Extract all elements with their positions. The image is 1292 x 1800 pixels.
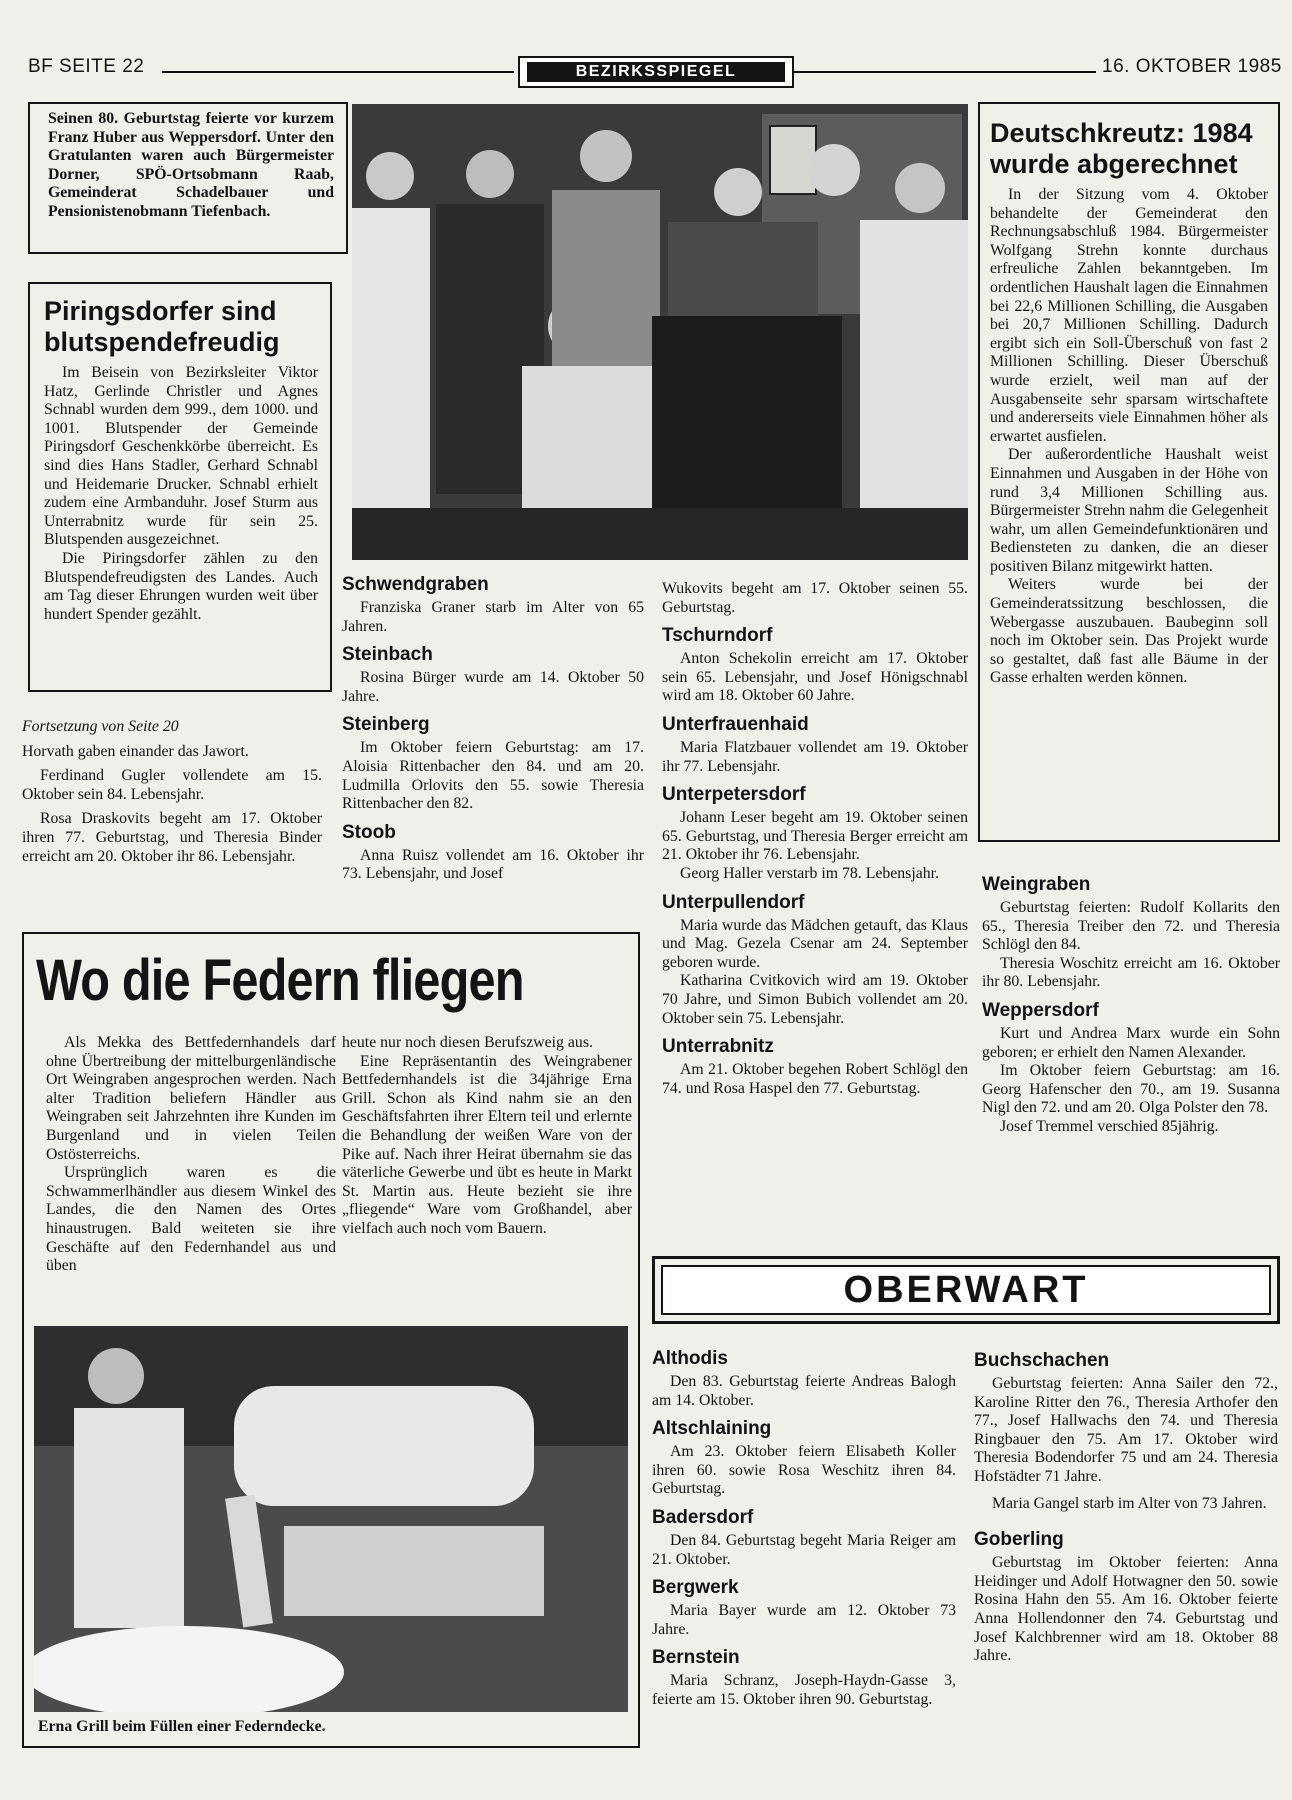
place-heading: Tschurndorf	[662, 625, 773, 647]
place-text: Katharina Cvitkovich wird am 19. Oktober 70 Jahre, und Simon Bubich vollendet am 20. Oktober sein 75. Lebensjahr.	[662, 972, 968, 1027]
place-heading: Badersdorf	[652, 1506, 754, 1528]
place-text: Den 83. Geburtstag feierte Andreas Balogh am 14. Oktober.	[652, 1373, 956, 1409]
place-text: Maria Bayer wurde am 12. Oktober 73 Jahre.	[652, 1602, 956, 1638]
place-heading: Steinbach	[342, 644, 433, 666]
place-text: Am 23. Oktober feiern Elisabeth Koller ihren 60. sowie Rosa Weschitz ihren 84. Geburtstag.	[652, 1443, 956, 1498]
deutschkreutz-p3: Weiters wurde bei der Gemeinderatssitzung beschlossen, die Webergasse auszubauen. Baubeginn soll noch im Oktober sein. Das Projekt wurde so gestaltet, daß fast alle Bäume in der Gasse erhalten werden können.	[990, 576, 1268, 687]
place-text: Im Oktober feiern Geburtstag: am 16. Georg Hafenscher den 70., am 19. Susanna Nigl den 72. und am 20. Olga Polster den 78.	[982, 1062, 1280, 1117]
federn-column-2	[342, 1034, 632, 1239]
place-heading: Altschlaining	[652, 1418, 772, 1440]
place-heading: Stoob	[342, 821, 396, 843]
group-photo-illustration	[352, 104, 968, 560]
piringsdorf-title: Piringsdorfer sind blutspendefreudig	[44, 296, 280, 357]
federn-article-box	[22, 932, 640, 1748]
piringsdorf-box	[28, 282, 332, 692]
federn-column-1	[46, 1034, 336, 1276]
section-title: BEZIRKSSPIEGEL	[527, 62, 785, 82]
place-heading: Althodis	[652, 1348, 728, 1369]
right-middle-column	[662, 580, 968, 1098]
fortsetzung-p1: Horvath gaben einander das Jawort.	[22, 742, 249, 760]
issue-date: 16. OKTOBER 1985	[1102, 56, 1282, 77]
place-heading: Bernstein	[652, 1647, 740, 1669]
fortsetzung-p3: Rosa Draskovits begeht am 17. Oktober ihren 77. Geburtstag, und Theresia Binder erreicht am 20. Oktober ihr 86. Lebensjahr.	[22, 810, 322, 865]
deutschkreutz-p2: Der außerordentliche Haushalt weist Einnahmen und Ausgaben in der Höhe von rund 3,4 Millionen Schilling aus. Bürgermeister Strehn nahm die Gelegenheit wahr, um allen Gemeindefunktionären und Bediensteten zu danken, die an dieser positiven Bilanz mitgewirkt hatten.	[990, 446, 1268, 575]
federn-col2-p1: heute nur noch diesen Berufszweig aus.	[342, 1034, 593, 1051]
place-heading: Weppersdorf	[982, 999, 1099, 1021]
place-text: Josef Tremmel verschied 85jährig.	[1000, 1117, 1219, 1135]
place-heading: Unterrabnitz	[662, 1036, 774, 1058]
place-text: Geburtstag im Oktober feierten: Anna Heidinger und Adolf Hotwagner den 50. sowie Rosina Hahn den 55. Am 16. Oktober feierte Anna Hollendonner den 74. Geburtstag und Josef Kalchbrenner wird am 18. Oktober 88 Jahre.	[974, 1554, 1278, 1665]
deutschkreutz-title: Deutschkreutz: 1984 wurde abgerechnet	[990, 118, 1253, 179]
oberwart-left-column	[652, 1340, 956, 1710]
place-text: Maria Gangel starb im Alter von 73 Jahren.	[992, 1494, 1267, 1512]
place-heading: Steinberg	[342, 714, 430, 736]
place-heading: Buchschachen	[974, 1350, 1110, 1371]
piringsdorf-p2: Die Piringsdorfer zählen zu den Blutspendefreudigsten des Landes. Auch am Tag dieser Ehrungen wurden weit über hundert Spender gezählt.	[44, 549, 318, 623]
place-heading: Schwendgraben	[342, 574, 489, 595]
place-text: Maria Flatzbauer vollendet am 19. Oktober ihr 77. Lebensjahr.	[662, 738, 968, 775]
place-text: Franziska Graner starb im Alter von 65 Jahren.	[342, 599, 644, 635]
place-heading: Weingraben	[982, 874, 1091, 895]
header-rule-right	[794, 71, 1096, 73]
place-text: Georg Haller verstarb im 78. Lebensjahr.	[680, 864, 939, 882]
photo-caption-box	[28, 102, 348, 254]
federn-photo-caption: Erna Grill beim Füllen einer Federndecke.	[38, 1718, 326, 1735]
place-text: Theresia Woschitz erreicht am 16. Oktober ihr 80. Lebensjahr.	[982, 954, 1280, 991]
oberwart-right-column	[974, 1342, 1278, 1666]
place-heading: Bergwerk	[652, 1577, 739, 1599]
place-text: Geburtstag feierten: Anna Sailer den 72., Karoline Ritter den 76., Theresia Arthofer den 77., Josef Hallwachs den 74. und Theresia Ringbauer den 75. Am 17. Oktober wird Theresia Bodendorfer 75 und am 24. Theresia Hofstädter 71 Jahre.	[974, 1375, 1278, 1485]
place-text: Kurt und Andrea Marx wurde ein Sohn geboren; er erhielt den Namen Alexander.	[982, 1024, 1280, 1061]
place-heading: Unterpullendorf	[662, 891, 805, 913]
fortsetzung-label: Fortsetzung von Seite 20	[22, 718, 179, 735]
place-text: Geburtstag feierten: Rudolf Kollarits den 65., Theresia Treiber den 72. und Theresia Schlögl den 84.	[982, 899, 1280, 954]
place-heading: Unterpetersdorf	[662, 784, 806, 806]
place-text: Anton Schekolin erreicht am 17. Oktober sein 65. Lebensjahr, und Josef Hönigschnabl wird am 18. Oktober 60 Jahre.	[662, 650, 968, 705]
federn-col1-p1: Als Mekka des Bettfedernhandels darf ohne Übertreibung der mittelburgenländische Ort Weingraben angesprochen werden. Nach alter Tradition beliefern Händler aus Weingraben seit Jahrzehnten ihre Kunden im Burgenland und in vielen Teilen Ostösterreichs.	[46, 1034, 336, 1163]
fortsetzung-column	[22, 718, 322, 866]
wukovits-text: Wukovits begeht am 17. Oktober seinen 55. Geburtstag.	[662, 580, 968, 616]
page-label: BF SEITE 22	[28, 56, 145, 77]
piringsdorf-p1: Im Beisein von Bezirksleiter Viktor Hatz, Gerlinde Christler und Agnes Schnabl wurden dem 999., dem 1000. und 1001. Blutspender der Gemeinde Piringsdorf Geschenkkörbe überreicht. Es sind dies Hans Stadler, Gerhard Schnabl und Heidemarie Drucker. Schnabl erhielt zudem eine Armbanduhr. Josef Sturm aus Unterrabnitz wurde für sein 25. Blutspenden ausgezeichnet.	[44, 364, 318, 549]
place-text: Den 84. Geburtstag begeht Maria Reiger am 21. Oktober.	[652, 1531, 956, 1568]
group-photo	[352, 104, 968, 560]
deutschkreutz-p1: In der Sitzung vom 4. Oktober behandelte der Gemeinderat den Rechnungsabschluß 1984. Bürgermeister Wolfgang Strehn konnte durchaus erfreuliche Zahlen bekanntgeben. Im ordentlichen Haushalt lagen die Einnahmen bei 22,6 Millionen Schilling, die Ausgaben bei 20,7 Millionen Schilling. Dadurch ergibt sich ein Soll-Überschuß von fast 2 Millionen Schilling. Dieser Überschuß wurde erzielt, weil man auf der Ausgabenseite sehr sparsam wirtschaftete und andererseits viele Einnahmen höher als erwartet ausfielen.	[990, 186, 1268, 445]
photo-caption-text: Seinen 80. Geburtstag feierte vor kurzem Franz Huber aus Weppersdorf. Unter den Gratulanten waren auch Bürgermeister Dorner, SPÖ-Ortsobmann Raab, Gemeinderat Schadelbauer und Pensionistenobmann Tiefenbach.	[48, 110, 334, 220]
far-right-column	[982, 868, 1280, 1137]
federn-col2-p2: Eine Repräsentantin des Weingrabener Bettfedernhandels ist die 34jährige Erna Grill. Schon als Kind nahm sie an den Geschäftsfahrten ihrer Eltern teil und erlernte die Behandlung der weißen Ware von der Pike auf. Nach ihrer Heirat übernahm sie das väterliche Gewerbe und übt es heute in Markt St. Martin aus. Heute bezieht sie ihre „fliegende“ Ware vom Großhandel, aber vielfach auch noch vom Bauern.	[342, 1052, 632, 1237]
place-heading: Unterfrauenhaid	[662, 713, 809, 735]
section-banner	[518, 56, 794, 88]
deutschkreutz-box	[978, 102, 1280, 842]
oberwart-title: OBERWART	[661, 1265, 1271, 1315]
federn-col1-p2: Ursprünglich waren es die Schwammerlhändler aus diesem Winkel des Landes, die den Namen des Ortes hinaustrugen. Bald weiteten sie ihre Geschäfte auf den Federnhandel aus und üben	[46, 1164, 336, 1275]
place-heading: Goberling	[974, 1529, 1064, 1551]
place-text: Johann Leser begeht am 19. Oktober seinen 65. Geburtstag, und Theresia Berger erreicht am 21. Oktober ihr 76. Lebensjahr.	[662, 809, 968, 864]
place-text: Am 21. Oktober begehen Robert Schlögl den 74. und Rosa Haspel den 77. Geburtstag.	[662, 1061, 968, 1097]
header-rule-left	[162, 71, 514, 73]
place-text: Rosina Bürger wurde am 14. Oktober 50 Jahre.	[342, 669, 644, 705]
place-text: Anna Ruisz vollendet am 16. Oktober ihr 73. Lebensjahr, und Josef	[342, 846, 644, 883]
place-text: Im Oktober feiern Geburtstag: am 17. Aloisia Rittenbacher den 84. und am 20. Ludmilla Orlovits den 55. sowie Theresia Rittenbacher den 82.	[342, 739, 644, 813]
place-text: Maria Schranz, Joseph-Haydn-Gasse 3, feierte am 15. Oktober ihren 90. Geburtstag.	[652, 1672, 956, 1708]
fortsetzung-p2: Ferdinand Gugler vollendete am 15. Oktober sein 84. Lebensjahr.	[22, 767, 322, 803]
federn-headline: Wo die Federn fliegen	[36, 948, 524, 1013]
federn-photo-illustration	[34, 1326, 628, 1712]
place-text: Maria wurde das Mädchen getauft, das Klaus und Mag. Gezela Csenar am 24. September geboren wurde.	[662, 916, 968, 971]
federn-photo	[34, 1326, 628, 1712]
middle-column	[342, 566, 644, 884]
oberwart-banner	[652, 1256, 1280, 1324]
